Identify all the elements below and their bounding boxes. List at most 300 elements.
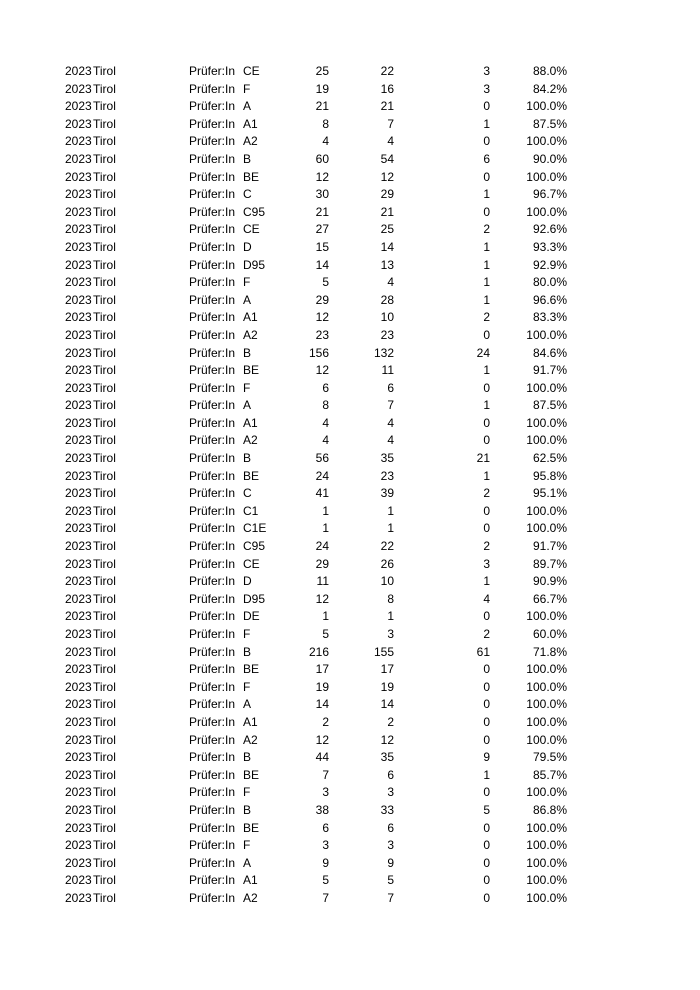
cell-pass-rate: 87.5% bbox=[532, 398, 567, 413]
cell-license-class: BE bbox=[243, 767, 260, 782]
cell-role: Prüfer:In bbox=[189, 855, 236, 870]
cell-total: 8 bbox=[322, 116, 329, 131]
cell-year: 2023 bbox=[65, 838, 92, 853]
cell-passed: 11 bbox=[381, 363, 394, 378]
cell-region: Tirol bbox=[93, 468, 116, 483]
cell-pass-rate: 100.0% bbox=[526, 204, 567, 219]
cell-passed: 35 bbox=[380, 451, 394, 466]
cell-total: 14 bbox=[315, 697, 329, 712]
table-row bbox=[0, 802, 700, 820]
cell-role: Prüfer:In bbox=[189, 81, 236, 96]
cell-role: Prüfer:In bbox=[189, 802, 236, 817]
cell-year: 2023 bbox=[65, 503, 92, 518]
cell-license-class: C95 bbox=[243, 539, 266, 554]
cell-region: Tirol bbox=[93, 99, 116, 114]
cell-pass-rate: 66.7% bbox=[532, 591, 567, 606]
cell-year: 2023 bbox=[65, 609, 92, 624]
cell-region: Tirol bbox=[93, 292, 116, 307]
cell-license-class: A2 bbox=[243, 890, 258, 905]
cell-failed: 0 bbox=[483, 521, 490, 536]
cell-license-class: B bbox=[243, 750, 252, 765]
cell-passed: 14 bbox=[380, 697, 394, 712]
cell-total: 29 bbox=[315, 556, 329, 571]
cell-license-class: CE bbox=[243, 222, 260, 237]
cell-passed: 9 bbox=[387, 855, 394, 870]
cell-year: 2023 bbox=[65, 486, 92, 501]
cell-license-class: BE bbox=[243, 820, 260, 835]
cell-failed: 1 bbox=[483, 767, 490, 782]
table-row bbox=[0, 169, 700, 187]
cell-region: Tirol bbox=[93, 679, 116, 694]
cell-region: Tirol bbox=[93, 714, 116, 729]
cell-year: 2023 bbox=[65, 380, 92, 395]
cell-pass-rate: 100.0% bbox=[526, 521, 567, 536]
cell-failed: 0 bbox=[483, 697, 490, 712]
cell-year: 2023 bbox=[65, 855, 92, 870]
cell-pass-rate: 100.0% bbox=[526, 697, 567, 712]
cell-year: 2023 bbox=[65, 327, 92, 342]
cell-total: 2 bbox=[322, 714, 329, 729]
cell-total: 60 bbox=[315, 151, 329, 166]
cell-total: 3 bbox=[322, 785, 329, 800]
cell-pass-rate: 100.0% bbox=[526, 732, 567, 747]
cell-failed: 2 bbox=[483, 539, 490, 554]
cell-region: Tirol bbox=[93, 64, 116, 78]
cell-failed: 5 bbox=[483, 802, 490, 817]
cell-year: 2023 bbox=[65, 415, 92, 430]
cell-license-class: C1 bbox=[243, 503, 259, 518]
cell-failed: 0 bbox=[483, 415, 490, 430]
cell-license-class: A2 bbox=[243, 134, 258, 149]
cell-total: 1 bbox=[322, 609, 329, 624]
cell-role: Prüfer:In bbox=[189, 187, 236, 202]
cell-passed: 10 bbox=[380, 310, 394, 325]
cell-license-class: BE bbox=[243, 169, 260, 184]
cell-license-class: A1 bbox=[243, 310, 258, 325]
cell-passed: 3 bbox=[387, 838, 394, 853]
cell-role: Prüfer:In bbox=[189, 697, 236, 712]
cell-pass-rate: 100.0% bbox=[526, 327, 567, 342]
cell-total: 12 bbox=[315, 363, 329, 378]
cell-failed: 3 bbox=[483, 81, 490, 96]
cell-passed: 12 bbox=[380, 169, 394, 184]
cell-role: Prüfer:In bbox=[189, 398, 236, 413]
cell-total: 21 bbox=[315, 99, 329, 114]
table-row bbox=[0, 661, 700, 679]
cell-passed: 21 bbox=[380, 204, 394, 219]
cell-role: Prüfer:In bbox=[189, 345, 236, 360]
cell-region: Tirol bbox=[93, 662, 116, 677]
cell-pass-rate: 92.6% bbox=[532, 222, 567, 237]
cell-role: Prüfer:In bbox=[189, 503, 236, 518]
cell-license-class: B bbox=[243, 451, 252, 466]
cell-region: Tirol bbox=[93, 275, 116, 290]
cell-failed: 0 bbox=[483, 327, 490, 342]
cell-total: 14 bbox=[315, 257, 329, 272]
cell-role: Prüfer:In bbox=[189, 257, 236, 272]
cell-region: Tirol bbox=[93, 556, 116, 571]
cell-region: Tirol bbox=[93, 539, 116, 554]
cell-year: 2023 bbox=[65, 679, 92, 694]
cell-passed: 4 bbox=[387, 415, 394, 430]
table-row bbox=[0, 274, 700, 292]
cell-role: Prüfer:In bbox=[189, 327, 236, 342]
cell-failed: 2 bbox=[483, 310, 490, 325]
cell-pass-rate: 95.8% bbox=[532, 468, 567, 483]
cell-total: 29 bbox=[315, 292, 329, 307]
cell-pass-rate: 93.3% bbox=[532, 239, 567, 254]
cell-failed: 1 bbox=[483, 239, 490, 254]
cell-year: 2023 bbox=[65, 697, 92, 712]
cell-pass-rate: 91.7% bbox=[532, 539, 567, 554]
cell-failed: 0 bbox=[483, 785, 490, 800]
cell-total: 38 bbox=[315, 802, 329, 817]
table-row bbox=[0, 415, 700, 433]
cell-pass-rate: 100.0% bbox=[526, 433, 567, 448]
table-row bbox=[0, 63, 700, 81]
cell-total: 1 bbox=[322, 521, 329, 536]
cell-passed: 25 bbox=[380, 222, 394, 237]
cell-failed: 61 bbox=[476, 644, 490, 659]
cell-failed: 3 bbox=[483, 64, 490, 78]
cell-region: Tirol bbox=[93, 503, 116, 518]
cell-license-class: A1 bbox=[243, 873, 258, 888]
table-row bbox=[0, 767, 700, 785]
cell-passed: 4 bbox=[387, 275, 394, 290]
cell-total: 4 bbox=[322, 134, 329, 149]
cell-pass-rate: 96.6% bbox=[532, 292, 567, 307]
cell-total: 5 bbox=[322, 275, 329, 290]
cell-region: Tirol bbox=[93, 451, 116, 466]
cell-region: Tirol bbox=[93, 363, 116, 378]
cell-region: Tirol bbox=[93, 380, 116, 395]
cell-failed: 2 bbox=[483, 627, 490, 641]
cell-region: Tirol bbox=[93, 345, 116, 360]
cell-region: Tirol bbox=[93, 591, 116, 606]
cell-license-class: F bbox=[243, 785, 251, 800]
cell-passed: 5 bbox=[387, 873, 394, 888]
cell-passed: 22 bbox=[380, 539, 394, 554]
table-row bbox=[0, 520, 700, 538]
cell-role: Prüfer:In bbox=[189, 292, 236, 307]
cell-role: Prüfer:In bbox=[189, 714, 236, 729]
cell-passed: 6 bbox=[387, 380, 394, 395]
cell-region: Tirol bbox=[93, 627, 116, 641]
cell-role: Prüfer:In bbox=[189, 468, 236, 483]
table-body bbox=[0, 63, 700, 908]
table-row bbox=[0, 855, 700, 873]
cell-failed: 4 bbox=[483, 591, 490, 606]
cell-passed: 7 bbox=[387, 890, 394, 905]
cell-failed: 0 bbox=[483, 732, 490, 747]
cell-pass-rate: 96.7% bbox=[532, 187, 567, 202]
cell-role: Prüfer:In bbox=[189, 785, 236, 800]
cell-year: 2023 bbox=[65, 187, 92, 202]
table-row bbox=[0, 133, 700, 151]
cell-role: Prüfer:In bbox=[189, 363, 236, 378]
cell-pass-rate: 100.0% bbox=[526, 679, 567, 694]
cell-role: Prüfer:In bbox=[189, 99, 236, 114]
cell-role: Prüfer:In bbox=[189, 591, 236, 606]
cell-license-class: D bbox=[243, 574, 252, 589]
table-row bbox=[0, 696, 700, 714]
cell-failed: 1 bbox=[483, 574, 490, 589]
cell-total: 44 bbox=[315, 750, 329, 765]
cell-region: Tirol bbox=[93, 855, 116, 870]
cell-pass-rate: 80.0% bbox=[532, 275, 567, 290]
cell-pass-rate: 85.7% bbox=[532, 767, 567, 782]
cell-total: 1 bbox=[322, 503, 329, 518]
cell-failed: 1 bbox=[483, 292, 490, 307]
cell-license-class: BE bbox=[243, 468, 260, 483]
table-row bbox=[0, 732, 700, 750]
cell-role: Prüfer:In bbox=[189, 380, 236, 395]
cell-region: Tirol bbox=[93, 134, 116, 149]
cell-total: 5 bbox=[322, 627, 329, 641]
cell-region: Tirol bbox=[93, 838, 116, 853]
cell-year: 2023 bbox=[65, 873, 92, 888]
cell-role: Prüfer:In bbox=[189, 415, 236, 430]
cell-year: 2023 bbox=[65, 64, 92, 78]
cell-pass-rate: 71.8% bbox=[532, 644, 567, 659]
cell-pass-rate: 86.8% bbox=[532, 802, 567, 817]
cell-failed: 1 bbox=[483, 275, 490, 290]
table-row bbox=[0, 485, 700, 503]
cell-year: 2023 bbox=[65, 363, 92, 378]
cell-year: 2023 bbox=[65, 239, 92, 254]
table-row bbox=[0, 820, 700, 838]
cell-pass-rate: 100.0% bbox=[526, 820, 567, 835]
cell-region: Tirol bbox=[93, 327, 116, 342]
cell-license-class: A2 bbox=[243, 433, 258, 448]
cell-role: Prüfer:In bbox=[189, 873, 236, 888]
cell-role: Prüfer:In bbox=[189, 767, 236, 782]
table-row bbox=[0, 679, 700, 697]
cell-region: Tirol bbox=[93, 785, 116, 800]
cell-year: 2023 bbox=[65, 398, 92, 413]
cell-passed: 7 bbox=[387, 116, 394, 131]
cell-license-class: A1 bbox=[243, 116, 258, 131]
cell-license-class: A bbox=[243, 398, 252, 413]
cell-total: 15 bbox=[315, 239, 329, 254]
cell-role: Prüfer:In bbox=[189, 609, 236, 624]
table-row bbox=[0, 890, 700, 908]
cell-year: 2023 bbox=[65, 151, 92, 166]
table-row bbox=[0, 714, 700, 732]
table-row bbox=[0, 608, 700, 626]
cell-region: Tirol bbox=[93, 873, 116, 888]
cell-total: 7 bbox=[322, 890, 329, 905]
cell-total: 9 bbox=[322, 855, 329, 870]
cell-failed: 1 bbox=[483, 257, 490, 272]
cell-role: Prüfer:In bbox=[189, 679, 236, 694]
cell-role: Prüfer:In bbox=[189, 838, 236, 853]
cell-passed: 1 bbox=[387, 521, 394, 536]
cell-failed: 24 bbox=[476, 345, 490, 360]
cell-failed: 1 bbox=[483, 187, 490, 202]
cell-total: 21 bbox=[315, 204, 329, 219]
cell-region: Tirol bbox=[93, 890, 116, 905]
cell-year: 2023 bbox=[65, 468, 92, 483]
cell-failed: 0 bbox=[483, 662, 490, 677]
cell-pass-rate: 84.2% bbox=[532, 81, 567, 96]
table-row bbox=[0, 239, 700, 257]
cell-region: Tirol bbox=[93, 239, 116, 254]
cell-pass-rate: 100.0% bbox=[526, 134, 567, 149]
cell-role: Prüfer:In bbox=[189, 890, 236, 905]
cell-year: 2023 bbox=[65, 890, 92, 905]
cell-total: 12 bbox=[315, 310, 329, 325]
cell-failed: 1 bbox=[483, 363, 490, 378]
cell-year: 2023 bbox=[65, 257, 92, 272]
cell-license-class: B bbox=[243, 644, 252, 659]
cell-pass-rate: 62.5% bbox=[532, 451, 567, 466]
cell-region: Tirol bbox=[93, 310, 116, 325]
cell-role: Prüfer:In bbox=[189, 644, 236, 659]
cell-region: Tirol bbox=[93, 732, 116, 747]
cell-role: Prüfer:In bbox=[189, 116, 236, 131]
cell-passed: 23 bbox=[380, 468, 394, 483]
cell-pass-rate: 90.9% bbox=[532, 574, 567, 589]
cell-pass-rate: 92.9% bbox=[532, 257, 567, 272]
table-row bbox=[0, 204, 700, 222]
cell-passed: 4 bbox=[387, 433, 394, 448]
cell-year: 2023 bbox=[65, 310, 92, 325]
cell-passed: 26 bbox=[380, 556, 394, 571]
cell-role: Prüfer:In bbox=[189, 820, 236, 835]
cell-total: 156 bbox=[308, 345, 329, 360]
cell-year: 2023 bbox=[65, 451, 92, 466]
cell-region: Tirol bbox=[93, 820, 116, 835]
cell-failed: 0 bbox=[483, 679, 490, 694]
cell-passed: 3 bbox=[387, 627, 394, 641]
table-row bbox=[0, 837, 700, 855]
table-row bbox=[0, 626, 700, 644]
cell-role: Prüfer:In bbox=[189, 451, 236, 466]
cell-pass-rate: 60.0% bbox=[532, 627, 567, 641]
cell-license-class: F bbox=[243, 627, 251, 641]
cell-role: Prüfer:In bbox=[189, 310, 236, 325]
cell-year: 2023 bbox=[65, 99, 92, 114]
table-row bbox=[0, 309, 700, 327]
cell-role: Prüfer:In bbox=[189, 433, 236, 448]
cell-region: Tirol bbox=[93, 521, 116, 536]
table-row bbox=[0, 345, 700, 363]
table-row bbox=[0, 644, 700, 662]
cell-license-class: A bbox=[243, 697, 252, 712]
cell-passed: 4 bbox=[387, 134, 394, 149]
cell-passed: 39 bbox=[380, 486, 394, 501]
table-row bbox=[0, 292, 700, 310]
cell-failed: 1 bbox=[483, 398, 490, 413]
cell-region: Tirol bbox=[93, 486, 116, 501]
cell-region: Tirol bbox=[93, 767, 116, 782]
cell-passed: 10 bbox=[380, 574, 394, 589]
cell-license-class: CE bbox=[243, 64, 260, 78]
cell-passed: 132 bbox=[373, 345, 394, 360]
table-row bbox=[0, 98, 700, 116]
cell-pass-rate: 100.0% bbox=[526, 714, 567, 729]
cell-failed: 1 bbox=[483, 116, 490, 131]
cell-region: Tirol bbox=[93, 609, 116, 624]
cell-passed: 14 bbox=[380, 239, 394, 254]
cell-year: 2023 bbox=[65, 591, 92, 606]
cell-passed: 19 bbox=[380, 679, 394, 694]
cell-total: 3 bbox=[322, 838, 329, 853]
cell-pass-rate: 84.6% bbox=[532, 345, 567, 360]
cell-passed: 33 bbox=[380, 802, 394, 817]
cell-license-class: A bbox=[243, 99, 252, 114]
cell-year: 2023 bbox=[65, 433, 92, 448]
cell-total: 17 bbox=[315, 662, 329, 677]
cell-role: Prüfer:In bbox=[189, 486, 236, 501]
cell-passed: 21 bbox=[380, 99, 394, 114]
cell-pass-rate: 88.0% bbox=[532, 64, 567, 78]
cell-total: 12 bbox=[315, 169, 329, 184]
cell-license-class: C bbox=[243, 187, 252, 202]
cell-region: Tirol bbox=[93, 433, 116, 448]
cell-passed: 28 bbox=[380, 292, 394, 307]
cell-year: 2023 bbox=[65, 116, 92, 131]
cell-passed: 13 bbox=[380, 257, 394, 272]
cell-license-class: F bbox=[243, 380, 251, 395]
table-row bbox=[0, 221, 700, 239]
cell-passed: 35 bbox=[380, 750, 394, 765]
cell-pass-rate: 89.7% bbox=[532, 556, 567, 571]
cell-license-class: F bbox=[243, 838, 251, 853]
cell-failed: 2 bbox=[483, 486, 490, 501]
cell-total: 41 bbox=[315, 486, 329, 501]
cell-license-class: C bbox=[243, 486, 252, 501]
cell-region: Tirol bbox=[93, 116, 116, 131]
cell-pass-rate: 79.5% bbox=[532, 750, 567, 765]
cell-total: 27 bbox=[315, 222, 329, 237]
cell-role: Prüfer:In bbox=[189, 222, 236, 237]
cell-failed: 0 bbox=[483, 99, 490, 114]
cell-year: 2023 bbox=[65, 134, 92, 149]
table-row bbox=[0, 556, 700, 574]
cell-pass-rate: 95.1% bbox=[532, 486, 567, 501]
cell-region: Tirol bbox=[93, 697, 116, 712]
cell-passed: 29 bbox=[380, 187, 394, 202]
cell-passed: 155 bbox=[373, 644, 394, 659]
table-row bbox=[0, 450, 700, 468]
cell-year: 2023 bbox=[65, 204, 92, 219]
cell-license-class: F bbox=[243, 81, 251, 96]
cell-total: 7 bbox=[322, 767, 329, 782]
cell-license-class: D bbox=[243, 239, 252, 254]
cell-license-class: BE bbox=[243, 662, 260, 677]
cell-role: Prüfer:In bbox=[189, 662, 236, 677]
cell-failed: 6 bbox=[483, 151, 490, 166]
cell-role: Prüfer:In bbox=[189, 169, 236, 184]
cell-license-class: CE bbox=[243, 556, 260, 571]
cell-failed: 0 bbox=[483, 609, 490, 624]
cell-region: Tirol bbox=[93, 81, 116, 96]
cell-region: Tirol bbox=[93, 222, 116, 237]
cell-failed: 0 bbox=[483, 204, 490, 219]
cell-license-class: F bbox=[243, 275, 251, 290]
cell-year: 2023 bbox=[65, 714, 92, 729]
cell-passed: 1 bbox=[387, 609, 394, 624]
table-row bbox=[0, 573, 700, 591]
table-row bbox=[0, 186, 700, 204]
cell-region: Tirol bbox=[93, 151, 116, 166]
cell-passed: 17 bbox=[380, 662, 394, 677]
cell-year: 2023 bbox=[65, 644, 92, 659]
cell-pass-rate: 91.7% bbox=[532, 363, 567, 378]
cell-role: Prüfer:In bbox=[189, 151, 236, 166]
